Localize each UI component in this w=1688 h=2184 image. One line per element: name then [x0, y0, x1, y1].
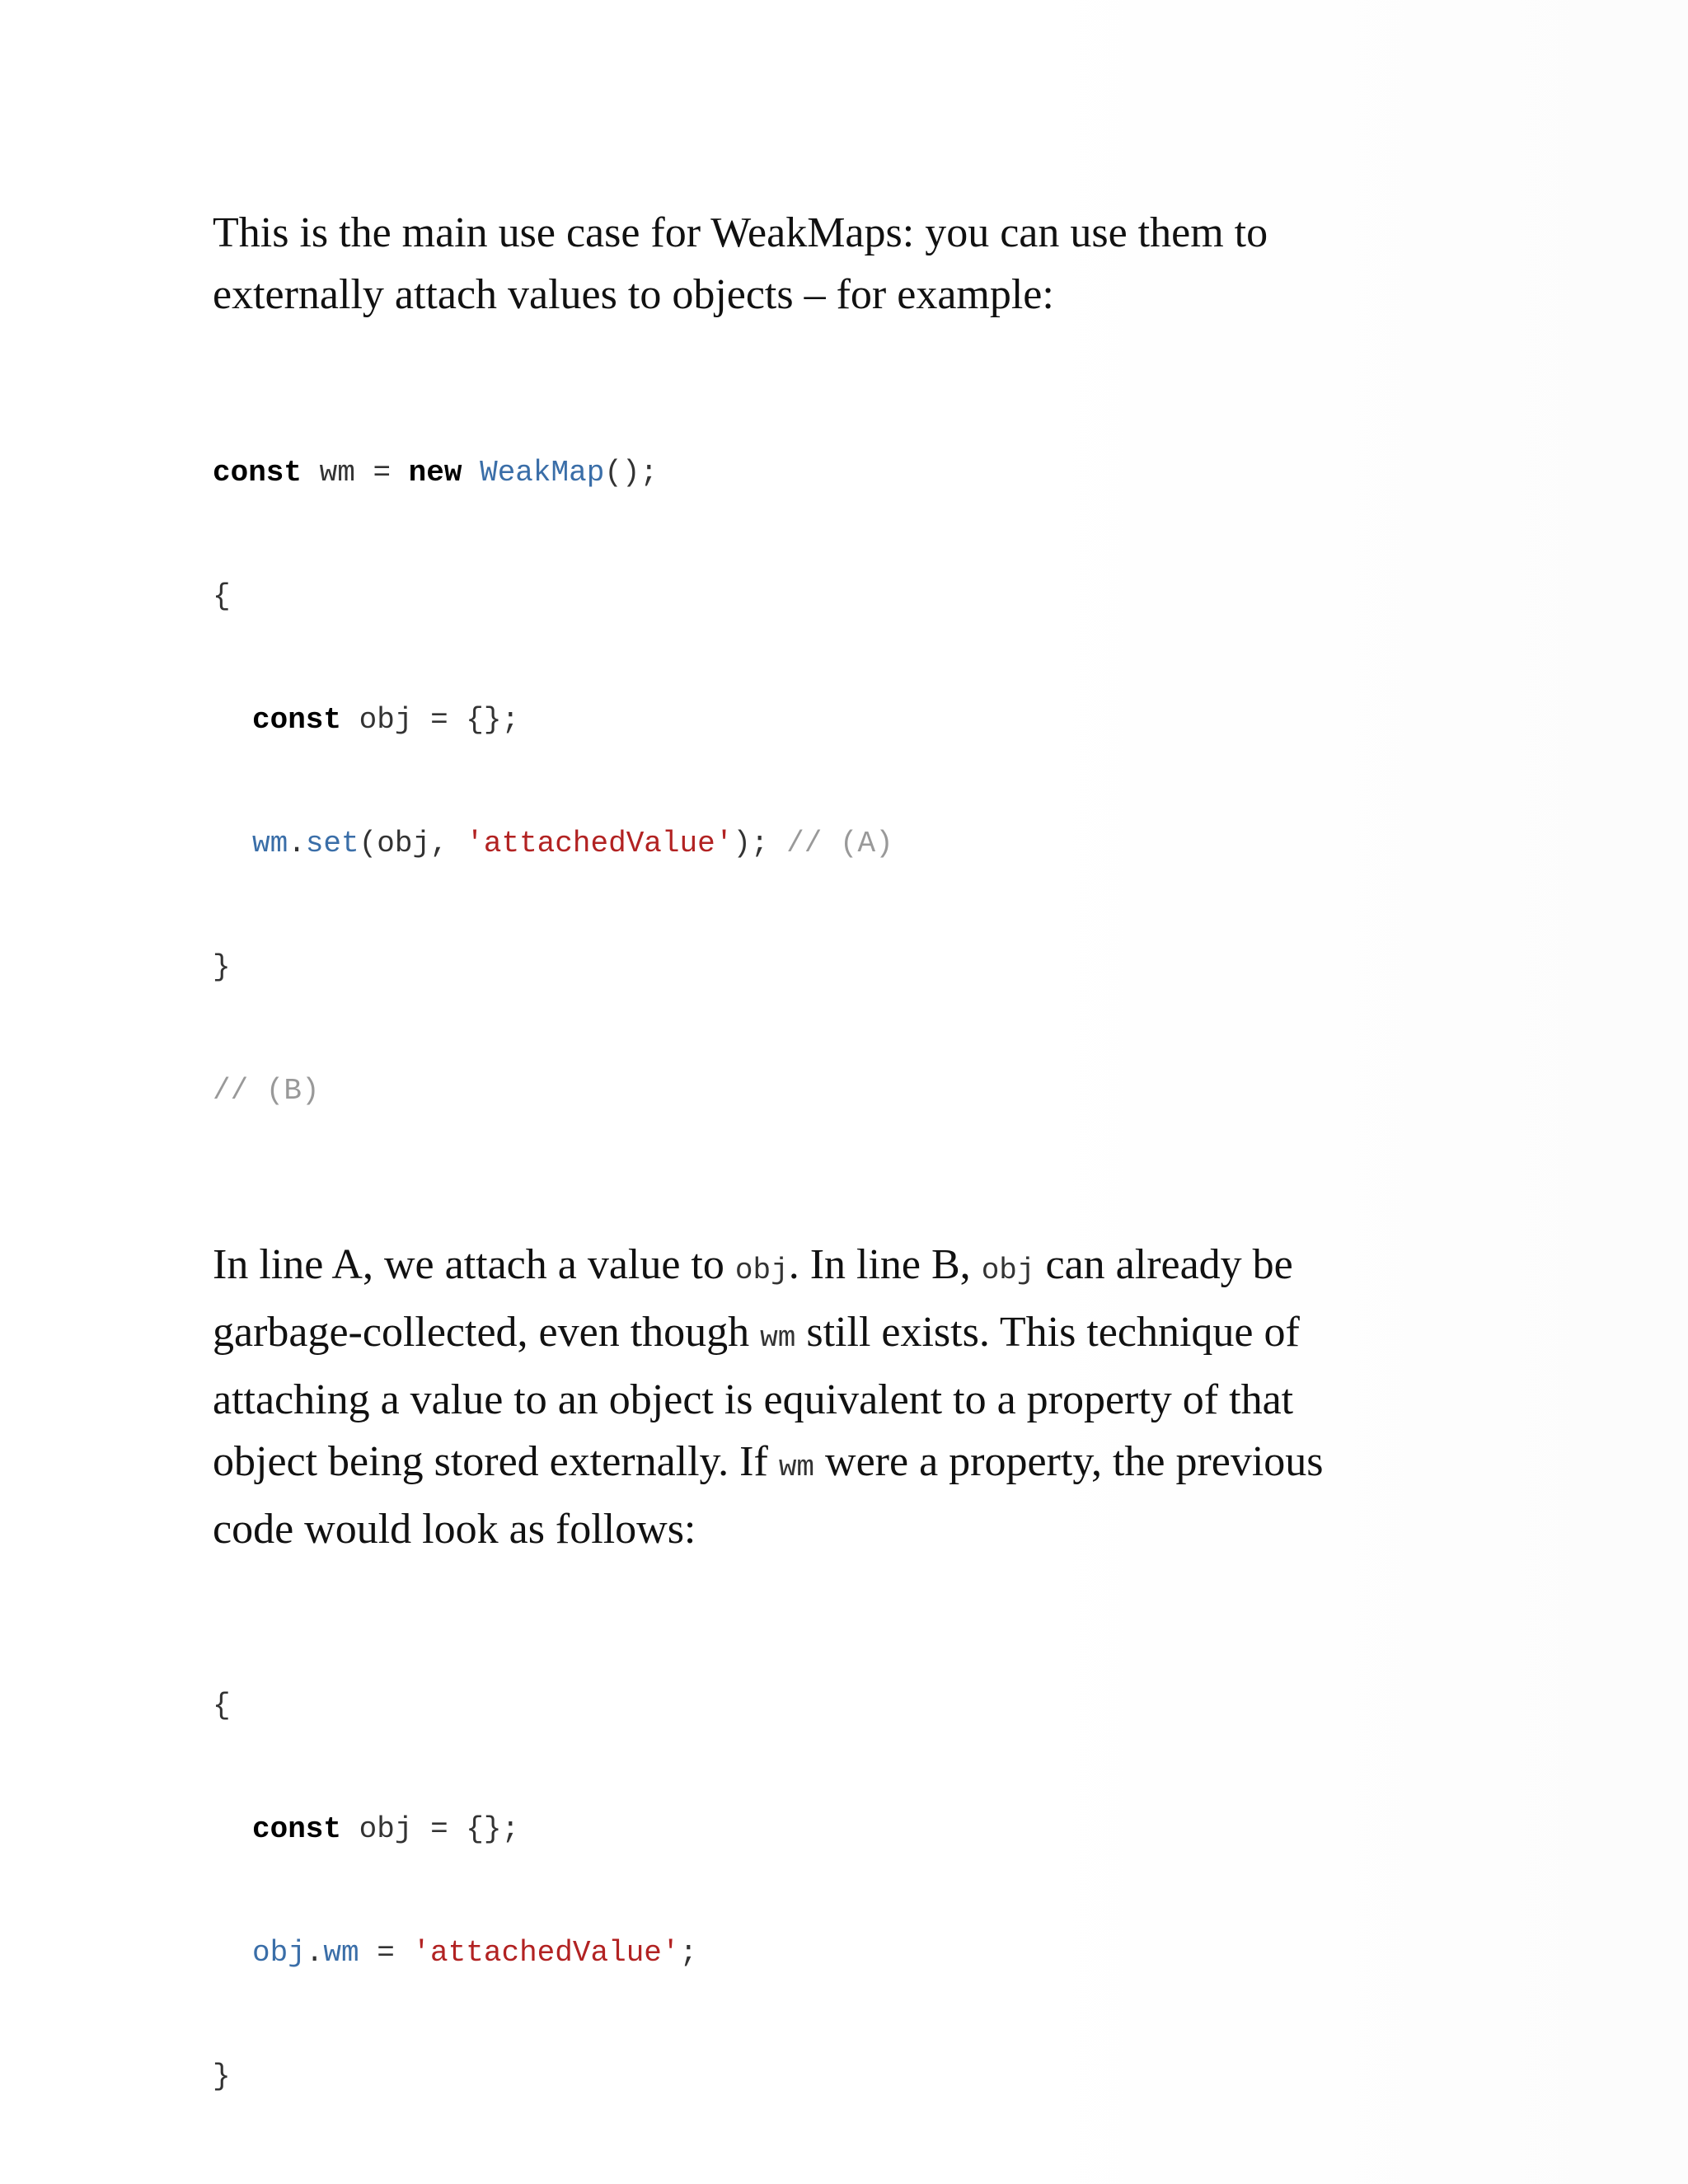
code-space: [462, 456, 480, 490]
intro-paragraph: [213, 202, 1515, 326]
code-operator: = {};: [430, 703, 520, 737]
code-comment: // (A): [786, 827, 893, 860]
code-class-name: WeakMap: [480, 456, 605, 490]
text: were a property, the previous: [814, 1438, 1324, 1485]
code-variable: obj: [341, 1812, 431, 1846]
code-method: set: [305, 827, 359, 860]
code-brace: {: [213, 579, 231, 613]
code-line: [213, 823, 1515, 865]
code-string: 'attachedValue': [412, 1936, 680, 1970]
inline-code: wm: [778, 1451, 815, 1484]
text: garbage-collected, even though: [213, 1309, 761, 1356]
explain-line-3: attaching a value to an object is equivalent to a property of that: [213, 1376, 1294, 1423]
code-operator: =: [373, 456, 392, 490]
code-block-weakmap: [213, 370, 1515, 1194]
explain-line-1: [213, 1234, 1515, 1301]
code-punctuation: ;: [679, 1936, 698, 1970]
code-object: obj: [252, 1936, 306, 1970]
explanation-paragraph: [213, 1234, 1515, 1560]
code-keyword: const: [252, 1812, 342, 1846]
code-line: [213, 1685, 1515, 1727]
code-punctuation: );: [733, 827, 787, 860]
code-line: [213, 700, 1515, 741]
code-line: [213, 1071, 1515, 1112]
code-property: wm: [323, 1936, 359, 1970]
code-operator: = {};: [430, 1812, 520, 1846]
explain-line-2: [213, 1301, 1515, 1369]
code-line: [213, 2056, 1515, 2097]
inline-code: obj: [734, 1254, 789, 1287]
text: still exists. This technique of: [795, 1309, 1300, 1356]
code-operator: =: [359, 1936, 413, 1970]
code-punctuation: .: [305, 1936, 324, 1970]
code-keyword: new: [408, 456, 462, 490]
code-object: wm: [252, 827, 288, 860]
code-keyword: const: [252, 703, 342, 737]
code-line: [213, 1933, 1515, 1974]
code-comment: // (B): [213, 1074, 320, 1108]
explain-line-5: code would look as follows:: [213, 1506, 696, 1553]
code-line: [213, 947, 1515, 988]
text: In line A, we attach a value to: [213, 1241, 735, 1288]
explain-line-4: [213, 1431, 1515, 1498]
code-variable: obj: [341, 703, 431, 737]
inline-code: obj: [981, 1254, 1035, 1287]
page-content: [213, 202, 1515, 2180]
text: . In line B,: [788, 1241, 982, 1288]
intro-line-2: externally attach values to objects – for example:: [213, 271, 1054, 318]
code-line: [213, 1809, 1515, 1850]
code-string: 'attachedValue': [466, 827, 734, 860]
code-args: (obj,: [359, 827, 467, 860]
code-line: [213, 452, 1515, 494]
code-line: [213, 576, 1515, 617]
code-space: [391, 456, 409, 490]
intro-line-1: This is the main use case for WeakMaps: you can use them to: [213, 209, 1268, 256]
text: can already be: [1034, 1241, 1293, 1288]
code-brace: }: [213, 2060, 231, 2093]
code-variable: wm: [302, 456, 373, 490]
code-punctuation: .: [288, 827, 306, 860]
code-keyword: const: [213, 456, 302, 490]
code-block-property: [213, 1603, 1515, 2180]
code-brace: }: [213, 950, 231, 984]
inline-code: wm: [760, 1321, 796, 1355]
code-brace: {: [213, 1689, 231, 1722]
text: object being stored externally. If: [213, 1438, 779, 1485]
code-punctuation: ();: [604, 456, 659, 490]
